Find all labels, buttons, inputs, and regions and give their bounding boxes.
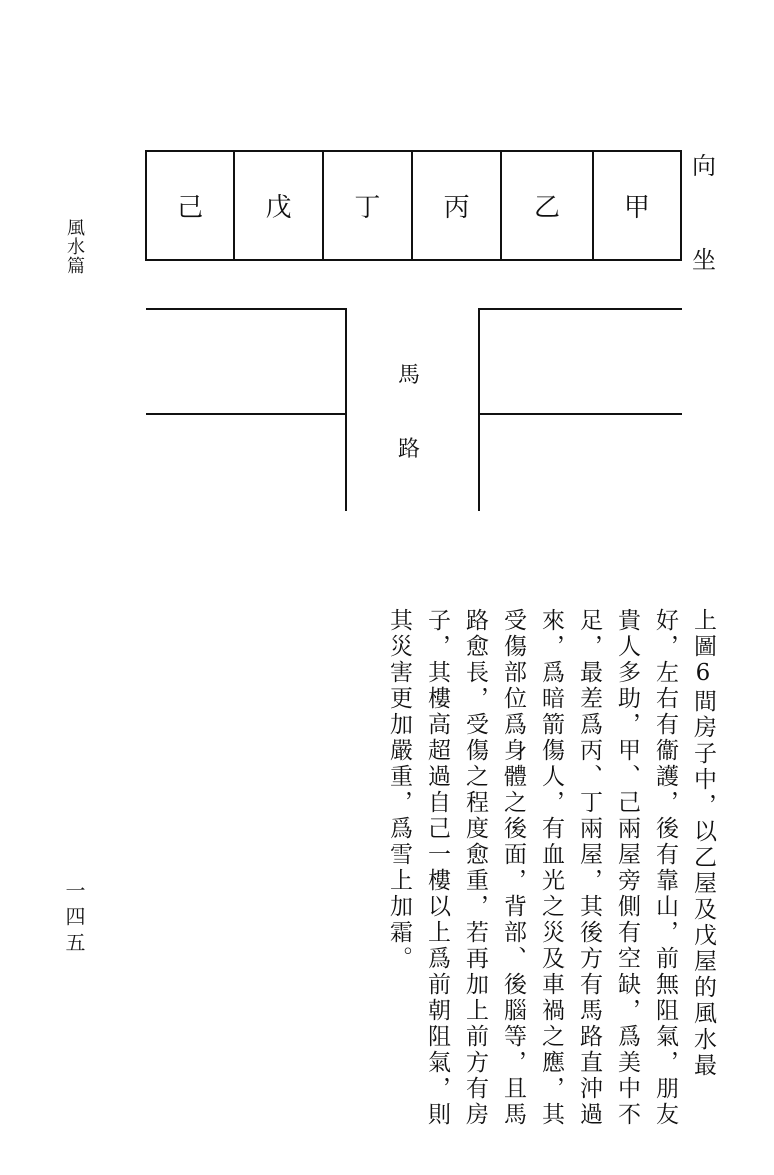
road-edge-left xyxy=(345,308,347,511)
road-edge-top-left xyxy=(146,308,347,310)
text-column: 來，爲暗箭傷人，有血光之災及車禍之應，其 xyxy=(538,608,564,1128)
road-label-ma: 馬 xyxy=(398,363,421,388)
house-ji: 己 xyxy=(177,193,204,223)
road-label-lu: 路 xyxy=(398,437,421,462)
text-column: 貴人多助，甲、己兩屋旁側有空缺，爲美中不 xyxy=(614,608,640,1128)
road-edge-top-right xyxy=(478,308,682,310)
text-column: 其災害更加嚴重，爲雪上加霜。 xyxy=(386,608,412,972)
text-column: 上圖6間房子中，以乙屋及戊屋的風水最 xyxy=(690,608,716,1079)
house-wu: 戊 xyxy=(233,152,321,259)
road-edge-right xyxy=(478,308,480,511)
section-title: 風水篇 xyxy=(64,218,85,275)
text-column: 足，最差爲丙、丁兩屋，其後方有馬路直沖過 xyxy=(576,608,602,1128)
text-column: 好，左右有衞護，後有靠山，前無阻氣，朋友 xyxy=(652,608,678,1128)
block-line-right xyxy=(480,413,682,415)
page-number: 一四五 xyxy=(62,880,86,958)
text-column: 子，其樓高超過自己一樓以上爲前朝阻氣，則 xyxy=(424,608,450,1128)
direction-front-label: 向 xyxy=(692,152,716,180)
house-yi: 乙 xyxy=(500,152,591,259)
article-body xyxy=(380,608,722,1128)
text-column: 路愈長，受傷之程度愈重，若再加上前方有房 xyxy=(462,608,488,1128)
house-jia: 甲 xyxy=(592,152,680,259)
block-line-left xyxy=(146,413,345,415)
text-column: 受傷部位爲身體之後面，背部、後腦等，且馬 xyxy=(500,608,526,1128)
direction-back-label: 坐 xyxy=(692,246,716,274)
house-ding: 丁 xyxy=(322,152,411,259)
house-bing: 丙 xyxy=(411,152,500,259)
house-row xyxy=(145,150,682,261)
